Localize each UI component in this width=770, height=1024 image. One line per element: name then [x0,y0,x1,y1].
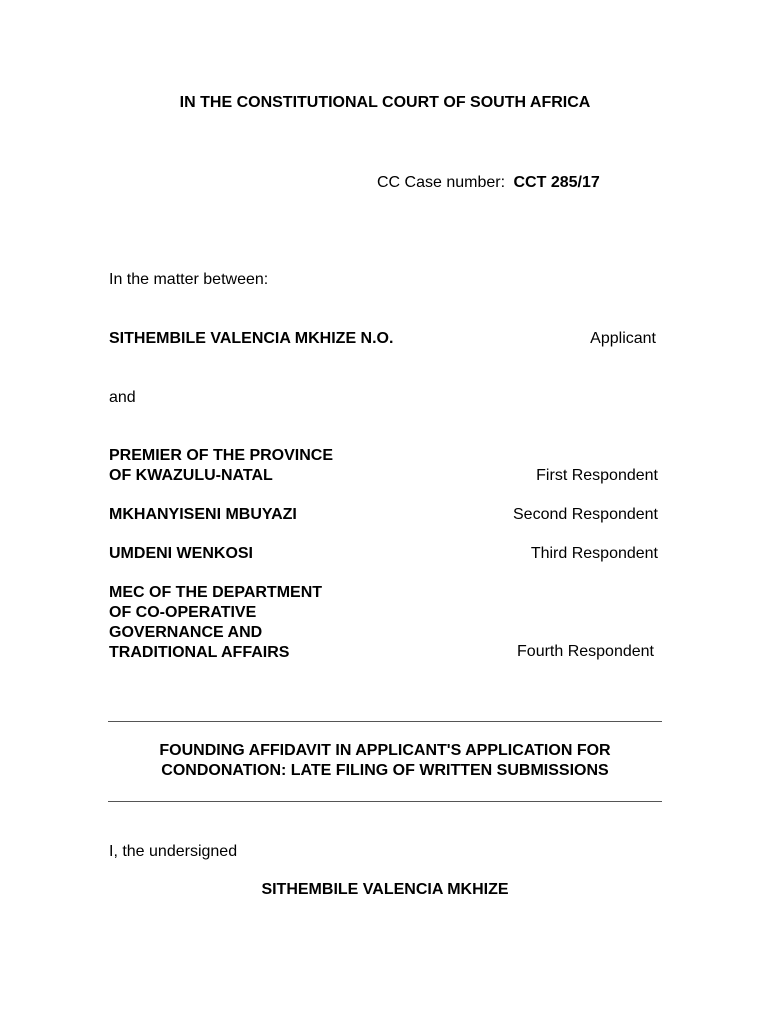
respondent-2-name: MKHANYISENI MBUYAZI [109,506,297,523]
respondent-1-name-line: OF KWAZULU-NATAL [109,467,273,484]
court-title: IN THE CONSTITUTIONAL COURT OF SOUTH AFRICA [179,94,591,111]
respondent-4-name-line: MEC OF THE DEPARTMENT [109,584,323,601]
sworn-intro: I, the undersigned [109,843,238,860]
case-number-row [377,173,600,193]
case-number-value: CCT 285/17 [513,174,600,191]
respondent-4-role: Fourth Respondent [517,643,654,660]
respondent-4-name-line: TRADITIONAL AFFAIRS [109,644,290,661]
deponent-name: SITHEMBILE VALENCIA MKHIZE [261,881,509,898]
respondent-1-role: First Respondent [536,467,658,484]
respondent-1-name-line: PREMIER OF THE PROVINCE [109,447,334,464]
respondent-4-name-line: GOVERNANCE AND [109,624,263,641]
respondent-4-name [109,583,322,663]
and-text: and [109,389,136,406]
respondent-3-name: UMDENI WENKOSI [109,545,253,562]
case-number-label: CC Case number: [377,174,506,191]
document-heading-line-1: FOUNDING AFFIDAVIT IN APPLICANT'S APPLICATION FOR [159,742,611,759]
divider-bottom [108,801,662,802]
respondent-2-role: Second Respondent [513,506,658,523]
applicant-role: Applicant [590,330,656,347]
respondent-3-role: Third Respondent [530,545,658,562]
matter-intro: In the matter between: [109,271,269,288]
document-heading [0,741,770,781]
respondent-4-name-line: OF CO-OPERATIVE [109,604,257,621]
respondent-1-name [109,446,333,486]
applicant-name: SITHEMBILE VALENCIA MKHIZE N.O. [109,330,394,347]
document-heading-line-2: CONDONATION: LATE FILING OF WRITTEN SUBMISSIONS [161,762,609,779]
divider-top [108,721,662,722]
